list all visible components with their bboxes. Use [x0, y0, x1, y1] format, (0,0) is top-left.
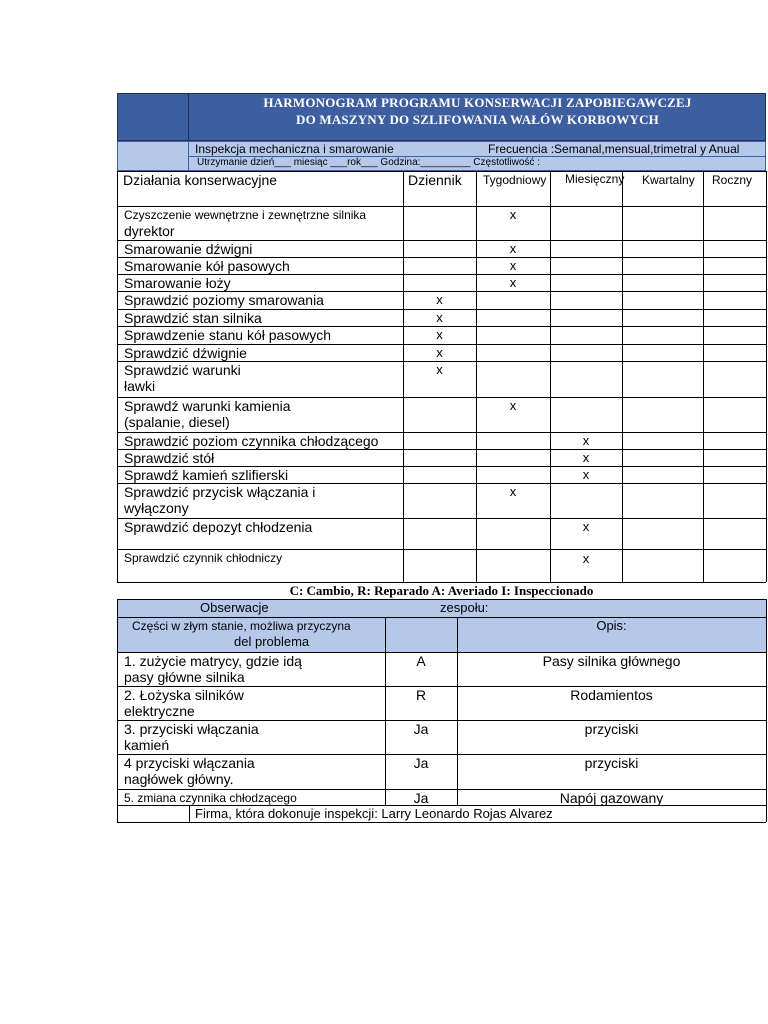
col-header-monthly: Miesięczny [565, 172, 625, 186]
obs-col-line [766, 599, 767, 822]
col-header-activities: Działania konserwacyjne [123, 172, 278, 188]
doc-title-line1: HARMONOGRAM PROGRAMU KONSERWACJI ZAPOBIEGAWCZEJ [263, 95, 692, 110]
frequency-mark: x [436, 310, 443, 325]
observations-title: Obserwacje [200, 600, 269, 615]
task-label: Sprawdź warunki kamienia [124, 398, 291, 414]
task-label: Sprawdź kamień szlifierski [124, 467, 289, 483]
parts-header-line1: Części w złym stanie, możliwa przyczyna [132, 619, 351, 633]
table-col-line [476, 171, 477, 582]
obs-col-line [117, 599, 118, 822]
observation-status-code: Ja [413, 721, 429, 737]
frequency-mark: x [582, 467, 590, 482]
frequency-mark: x [582, 519, 590, 534]
frequency-mark: x [436, 327, 443, 342]
task-label: Smarowanie dźwigni [124, 241, 253, 257]
observation-part: elektryczne [124, 703, 195, 719]
frequency-mark: x [509, 241, 517, 256]
task-label: Sprawdzić dźwignie [124, 345, 247, 361]
status-legend: C: Cambio, R: Reparado A: Averiado I: Inspeccionado [289, 583, 594, 598]
task-label: Sprawdzić poziom czynnika chłodzącego [124, 433, 379, 449]
frequency-mark: x [509, 484, 517, 499]
task-label: Sprawdzenie stanu kół pasowych [124, 327, 332, 343]
observation-status-code: Ja [413, 790, 429, 806]
obs-row-line [117, 822, 766, 823]
observation-description: przyciski [584, 721, 639, 737]
task-label: Sprawdzić stan silnika [124, 310, 262, 326]
observation-description: Pasy silnika głównego [542, 653, 681, 669]
task-label: Sprawdzić poziomy smarowania [124, 292, 324, 308]
table-col-line [703, 171, 704, 582]
doc-title-line2: DO MASZYNY DO SZLIFOWANIA WAŁÓW KORBOWYCH [296, 112, 659, 127]
observation-status-code: A [416, 653, 426, 669]
observation-part: 1. zużycie matrycy, gdzie idą [124, 653, 302, 669]
table-row-line [117, 449, 766, 450]
inspector-signature: Firma, która dokonuje inspekcji: Larry Leonardo Rojas Alvarez [195, 806, 553, 821]
task-label: Sprawdzić czynnik chłodniczy [124, 551, 283, 565]
task-label: Sprawdzić przycisk włączania i [124, 484, 316, 500]
observation-status-code: Ja [413, 755, 429, 771]
frequency-mark: x [509, 275, 517, 290]
maintenance-date-line: Utrzymanie dzień___ miesiąc ___rok___ Godzina:_________ Częstotliwość : [197, 157, 540, 168]
obs-row-line [117, 617, 766, 618]
table-col-line [117, 171, 118, 582]
observation-part: nagłówek główny. [124, 771, 234, 787]
task-label: Czyszczenie wewnętrzne i zewnętrzne silnika [124, 208, 367, 222]
task-label: (spalanie, diesel) [124, 414, 230, 430]
obs-row-line [117, 599, 766, 600]
description-header: Opis: [596, 618, 627, 633]
col-header-daily: Dziennik [408, 172, 462, 188]
observation-part: kamień [124, 737, 170, 753]
observation-part: 2. Łożyska silników [124, 687, 244, 703]
observation-description: Napój gazowany [559, 790, 664, 806]
observation-description: Rodamientos [570, 687, 653, 703]
observation-description: przyciski [584, 755, 639, 771]
frequency-mark: x [582, 433, 590, 448]
table-col-line [766, 171, 767, 582]
col-header-weekly: Tygodniowy [483, 173, 547, 187]
parts-header-line2: del problema [234, 634, 310, 649]
observation-part: 4 przyciski włączania [124, 755, 255, 771]
task-label: Sprawdzić stół [124, 450, 215, 466]
frequency-note: Frecuencia :Semanal,mensual,trimetral y Anual [488, 142, 740, 156]
col-header-yearly: Roczny [712, 173, 753, 187]
task-label: Sprawdzić warunki [124, 362, 241, 378]
observation-part: 3. przyciski włączania [124, 721, 259, 737]
frequency-mark: x [436, 292, 443, 307]
observation-part: 5. zmiana czynnika chłodzącego [124, 791, 297, 805]
task-label: Smarowanie łoży [124, 275, 231, 291]
task-label: Sprawdzić depozyt chłodzenia [124, 519, 313, 535]
frequency-mark: x [582, 551, 590, 566]
frequency-mark: x [509, 398, 517, 413]
obs-col-line [189, 805, 190, 822]
frequency-mark: x [436, 345, 443, 360]
subheader-left-cell [117, 141, 189, 171]
col-header-quarterly: Kwartalny [642, 173, 695, 187]
obs-col-line [385, 617, 386, 805]
task-label: wyłączony [124, 500, 189, 516]
frequency-mark: x [509, 258, 517, 273]
observations-team-label: zespołu: [440, 600, 489, 615]
observation-part: pasy główne silnika [124, 669, 245, 685]
task-label: Smarowanie kół pasowych [124, 258, 290, 274]
task-label: dyrektor [124, 223, 175, 239]
task-label: ławki [124, 378, 156, 394]
title-band-left-cell [117, 93, 189, 141]
frequency-mark: x [436, 362, 443, 377]
frequency-mark: x [582, 450, 590, 465]
observation-status-code: R [415, 687, 427, 703]
table-col-line [622, 171, 623, 582]
frequency-mark: x [509, 207, 517, 222]
inspection-type: Inspekcja mechaniczna i smarowanie [195, 142, 394, 156]
obs-col-line [457, 617, 458, 805]
